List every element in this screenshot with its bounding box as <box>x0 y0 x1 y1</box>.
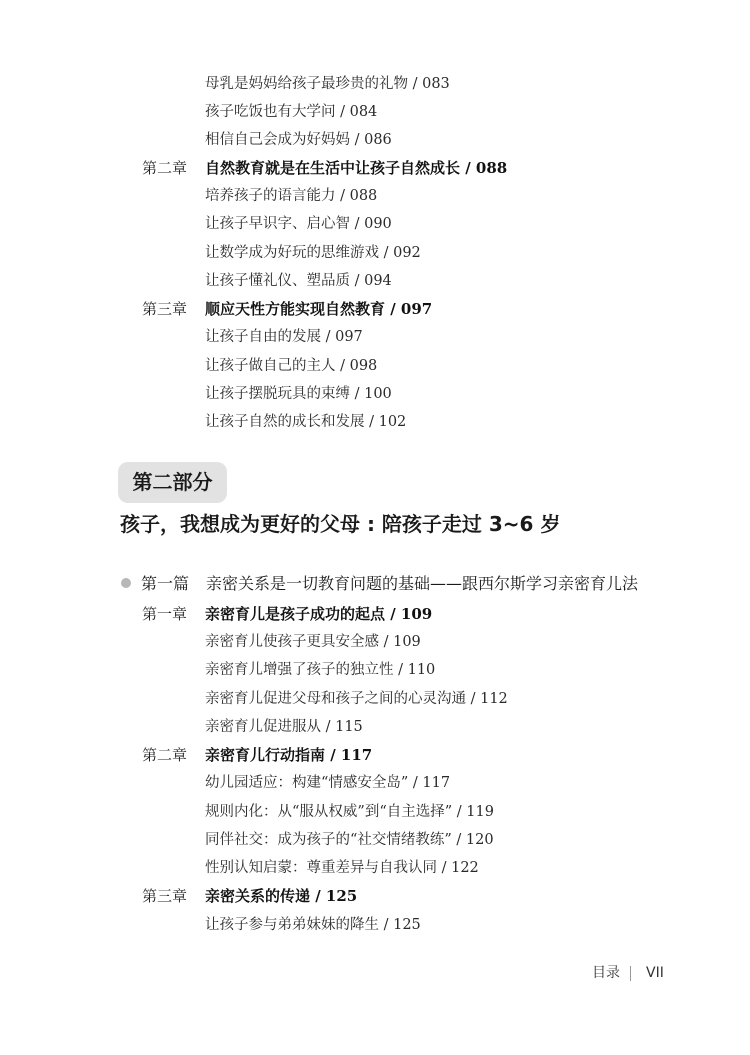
chapter-title[interactable]: 亲密育儿是孩子成功的起点 / 109 <box>205 605 433 623</box>
toc-section[interactable]: 规则内化：从“服从权威”到“自主选择” / 119 <box>205 804 494 820</box>
toc-section[interactable]: 让孩子自由的发展 / 097 <box>205 329 363 345</box>
page-number: VII <box>646 965 664 981</box>
toc-section[interactable]: 幼儿园适应：构建“情感安全岛” / 117 <box>205 775 451 791</box>
part-badge: 第二部分 <box>118 462 227 503</box>
chapter-title[interactable]: 亲密育儿行动指南 / 117 <box>205 746 373 764</box>
toc-section[interactable]: 让孩子懂礼仪、塑品质 / 094 <box>205 273 392 289</box>
toc-section[interactable]: 母乳是妈妈给孩子最珍贵的礼物 / 083 <box>205 76 450 92</box>
chapter-label: 第三章 <box>142 300 188 318</box>
footer-divider <box>630 966 631 981</box>
chapter-title[interactable]: 顺应天性方能实现自然教育 / 097 <box>205 300 433 318</box>
toc-section[interactable]: 让孩子做自己的主人 / 098 <box>205 358 378 374</box>
toc-section[interactable]: 孩子吃饭也有大学问 / 084 <box>205 104 378 120</box>
toc-section[interactable]: 让数学成为好玩的思维游戏 / 092 <box>205 245 421 261</box>
chapter-label: 第三章 <box>142 887 188 905</box>
toc-section[interactable]: 让孩子摆脱玩具的束缚 / 100 <box>205 386 392 402</box>
chapter-label: 第二章 <box>142 159 188 177</box>
chapter-title[interactable]: 亲密关系的传递 / 125 <box>205 887 358 905</box>
toc-section[interactable]: 亲密育儿使孩子更具安全感 / 109 <box>205 634 421 650</box>
toc-section[interactable]: 亲密育儿增强了孩子的独立性 / 110 <box>205 662 436 678</box>
pian-title[interactable]: 亲密关系是一切教育问题的基础——跟西尔斯学习亲密育儿法 <box>206 574 639 593</box>
chapter-label: 第一章 <box>142 605 188 623</box>
chapter-label: 第二章 <box>142 746 188 764</box>
bullet-dot-icon <box>121 578 131 588</box>
part-title: 孩子，我想成为更好的父母 : 陪孩子走过 3~6 岁 <box>120 512 561 536</box>
toc-section[interactable]: 同伴社交：成为孩子的“社交情绪教练” / 120 <box>205 832 494 848</box>
toc-section[interactable]: 亲密育儿促进父母和孩子之间的心灵沟通 / 112 <box>205 691 508 707</box>
toc-section[interactable]: 让孩子参与弟弟妹妹的降生 / 125 <box>205 917 421 933</box>
toc-section[interactable]: 让孩子自然的成长和发展 / 102 <box>205 414 407 430</box>
toc-section[interactable]: 让孩子早识字、启心智 / 090 <box>205 216 392 232</box>
toc-section[interactable]: 培养孩子的语言能力 / 088 <box>205 188 378 204</box>
pian-label: 第一篇 <box>141 574 190 593</box>
toc-section[interactable]: 亲密育儿促进服从 / 115 <box>205 719 363 735</box>
toc-section[interactable]: 相信自己会成为好妈妈 / 086 <box>205 132 392 148</box>
chapter-title[interactable]: 自然教育就是在生活中让孩子自然成长 / 088 <box>205 159 508 177</box>
footer-label: 目录 <box>592 965 620 981</box>
toc-section[interactable]: 性别认知启蒙：尊重差异与自我认同 / 122 <box>205 860 479 876</box>
